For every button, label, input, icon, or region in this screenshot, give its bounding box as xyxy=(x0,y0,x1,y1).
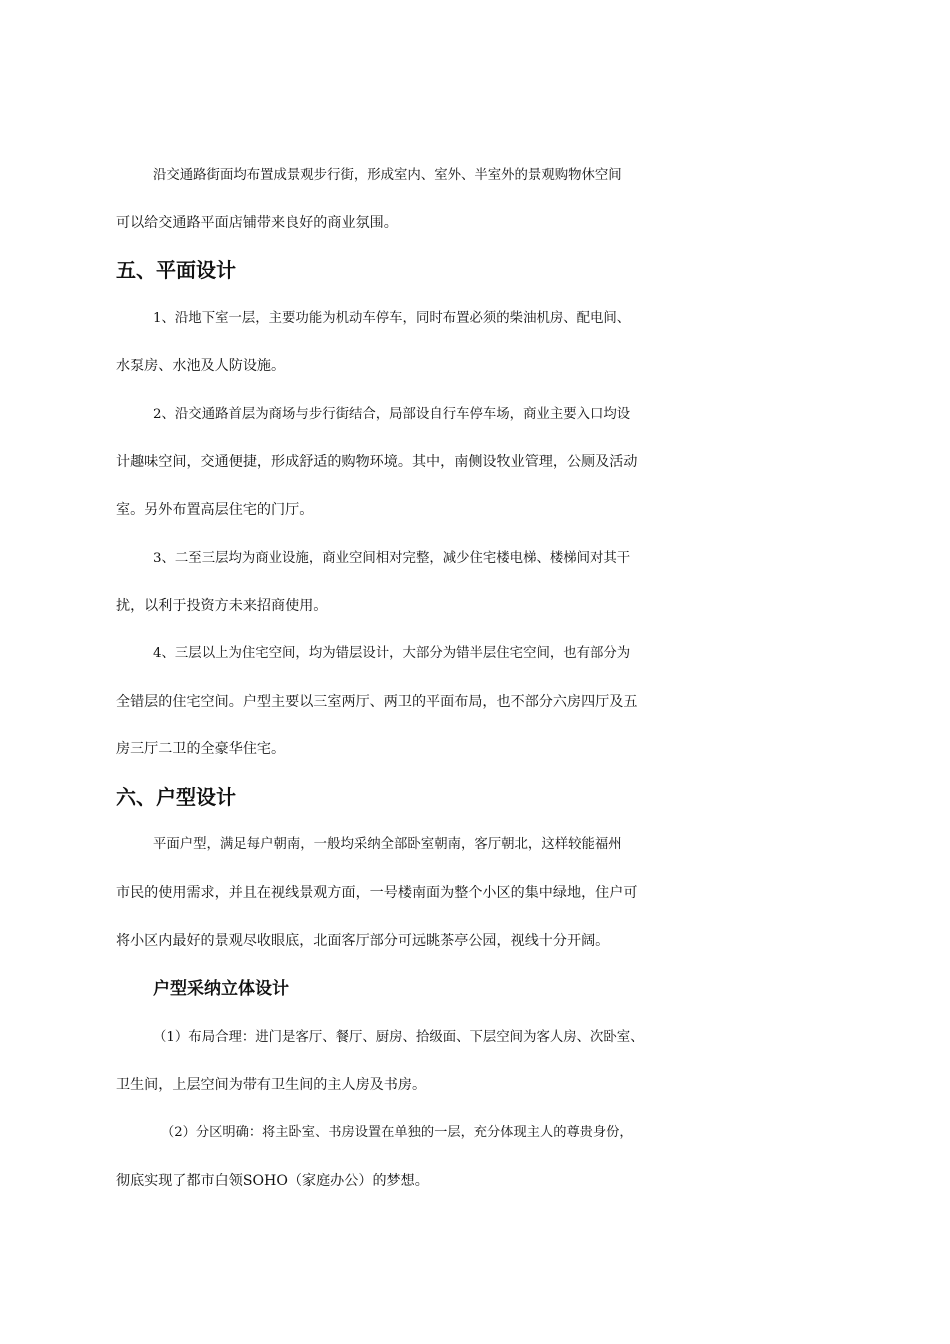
paragraph-line: 2、沿交通路首层为商场与步行街结合，局部设自行车停车场，商业主要入口均设 xyxy=(153,407,631,422)
list-item-line: 卫生间，上层空间为带有卫生间的主人房及书房。 xyxy=(116,1077,427,1093)
paragraph-line: 将小区内最好的景观尽收眼底，北面客厅部分可远眺茶亭公园，视线十分开阔。 xyxy=(116,933,610,949)
paragraph-line: 可以给交通路平面店铺带来良好的商业氛围。 xyxy=(116,215,398,231)
subheading-3d-design: 户型采纳立体设计 xyxy=(153,979,289,999)
paragraph-line: 1、沿地下室一层，主要功能为机动车停车，同时布置必须的柴油机房、配电间、 xyxy=(153,311,631,326)
paragraph-line: 室。另外布置高层住宅的门厅。 xyxy=(116,502,314,518)
section-heading-plan-design: 五、平面设计 xyxy=(116,258,236,282)
paragraph-line: 平面户型，满足每户朝南，一般均采纳全部卧室朝南，客厅朝北，这样较能福州 xyxy=(153,837,622,852)
list-item-line: （2）分区明确：将主卧室、书房设置在单独的一层，充分体现主人的尊贵身份， xyxy=(161,1125,633,1140)
paragraph-line: 沿交通路街面均布置成景观步行街，形成室内、室外、半室外的景观购物休空间 xyxy=(153,168,622,183)
paragraph-line: 计趣味空间，交通便捷，形成舒适的购物环境。其中，南侧设牧业管理，公厕及活动 xyxy=(116,454,638,470)
paragraph-line: 市民的使用需求，并且在视线景观方面，一号楼南面为整个小区的集中绿地，住户可 xyxy=(116,885,638,901)
paragraph-line: 房三厅二卫的全豪华住宅。 xyxy=(116,741,286,757)
paragraph-line: 4、三层以上为住宅空间，均为错层设计，大部分为错半层住宅空间，也有部分为 xyxy=(153,646,631,661)
paragraph-line: 全错层的住宅空间。户型主要以三室两厅、两卫的平面布局，也不部分六房四厅及五 xyxy=(116,694,638,710)
paragraph-line: 3、二至三层均为商业设施，商业空间相对完整，减少住宅楼电梯、楼梯间对其干 xyxy=(153,551,631,566)
list-item-line: （1）布局合理：进门是客厅、餐厅、厨房、拾级面、下层空间为客人房、次卧室、 xyxy=(153,1030,644,1045)
section-heading-unit-design: 六、户型设计 xyxy=(116,785,236,809)
list-item-line: 彻底实现了都市白领SOHO（家庭办公）的梦想。 xyxy=(116,1173,429,1189)
paragraph-line: 扰，以利于投资方未来招商使用。 xyxy=(116,598,328,614)
paragraph-line: 水泵房、水池及人防设施。 xyxy=(116,358,286,374)
